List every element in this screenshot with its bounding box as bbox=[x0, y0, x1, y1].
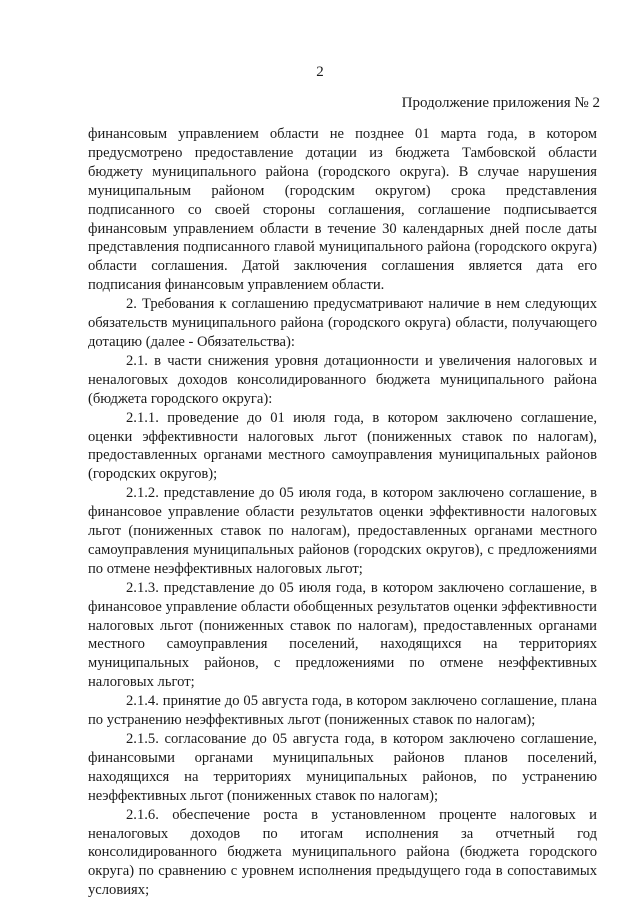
paragraph-agreement-signing: финансовым управлением области не позднее 01 марта года, в котором предусмотрено предоставление дотации из бюджета Тамбовской области бюджету муниципального района (городского округа). В случае нарушения муниципальным районом (городским округом) срока представления подписанного со своей стороны соглашения, соглашение подписывается финансовым управлением области в течение 30 календарных дней после даты представления подписанного главой муниципального района (городского округа) области соглашения. Датой заключения соглашения является дата его подписания финансовым управлением области. bbox=[88, 126, 597, 294]
paragraph-2-requirements: 2. Требования к соглашению предусматривают наличие в нем следующих обязательств муниципального района (городского округа) области, получающего дотацию (далее - Обязательства): bbox=[88, 296, 597, 350]
paragraph-2-1-2: 2.1.2. представление до 05 июля года, в котором заключено соглашение, в финансовое управление области результатов оценки эффективности налоговых льгот (пониженных ставок по налогам), предоставленных органами местного самоуправления муниципальных районов (городских округов), с предложениями по отмене неэффективных налоговых льгот; bbox=[88, 485, 597, 577]
paragraph-2-1-5: 2.1.5. согласование до 05 августа года, в котором заключено соглашение, финансовыми органами муниципальных районов планов поселений, находящихся на территориях муниципальных районов, по устранению неэффективных льгот (пониженных ставок по налогам); bbox=[88, 731, 597, 804]
paragraph-2-1-1: 2.1.1. проведение до 01 июля года, в котором заключено соглашение, оценки эффективности налоговых льгот (пониженных ставок по налогам), предоставленных органами местного самоуправления муниципальных районов (городских округов); bbox=[88, 409, 597, 483]
paragraph-2-1-3: 2.1.3. представление до 05 июля года, в котором заключено соглашение, в финансовое управление области обобщенных результатов оценки эффективности налоговых льгот (пониженных ставок по налогам), предоставленных органами местного самоуправления поселений, находящихся на территориях муниципальных районов, с предложениями по отмене неэффективных налоговых льгот; bbox=[88, 579, 597, 691]
appendix-continuation-heading: Продолжение приложения № 2 bbox=[401, 95, 600, 111]
paragraph-2-1-6: 2.1.6. обеспечение роста в установленном проценте налоговых и неналоговых доходов по итогам исполнения за отчетный год консолидированного бюджета муниципального района (бюджета городского округа) по сравнению с уровнем исполнения предыдущего года в сопоставимых условиях; bbox=[88, 806, 597, 899]
paragraph-2-1-4: 2.1.4. принятие до 05 августа года, в котором заключено соглашение, плана по устранению неэффективных льгот (пониженных ставок по налогам); bbox=[88, 693, 597, 729]
document-body bbox=[88, 125, 597, 900]
page-number: 2 bbox=[316, 64, 324, 80]
paragraph-2-1: 2.1. в части снижения уровня дотационности и увеличения налоговых и неналоговых доходов консолидированного бюджета муниципального района (бюджета городского округа): bbox=[88, 352, 597, 407]
